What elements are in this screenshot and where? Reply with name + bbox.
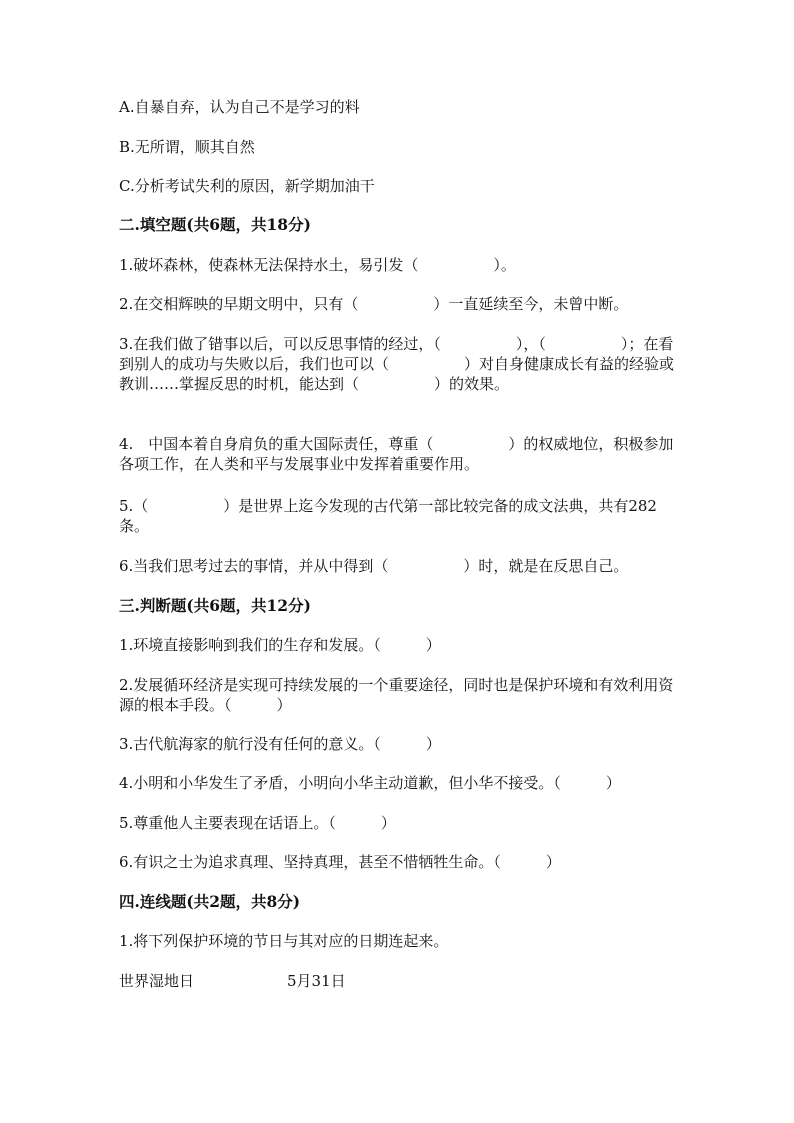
option-c: C.分析考试失利的原因，新学期加油干 bbox=[119, 177, 375, 195]
fill-question-4: 4. 中国本着自身肩负的重大国际责任，尊重（ ）的权威地位，积极参加各项工作，在人类和平与发展事业中发挥着重要作用。 bbox=[119, 435, 674, 473]
judge-question-2: 2.发展循环经济是实现可持续发展的一个重要途径，同时也是保护环境和有效利用资源的根本手段。（ ） bbox=[119, 676, 674, 714]
option-a: A.自暴自弃，认为自己不是学习的料 bbox=[119, 98, 360, 116]
fill-question-5: 5.（ ）是世界上迄今发现的古代第一部比较完备的成文法典，共有282条。 bbox=[119, 497, 657, 535]
judge-question-5: 5.尊重他人主要表现在话语上。（ ） bbox=[119, 814, 396, 832]
judge-question-4: 4.小明和小华发生了矛盾，小明向小华主动道歉，但小华不接受。（ ） bbox=[119, 774, 621, 792]
fill-question-2: 2.在交相辉映的早期文明中，只有（ ）一直延续至今，未曾中断。 bbox=[119, 295, 629, 313]
fill-question-1: 1.破坏森林，使森林无法保持水土，易引发（ ）。 bbox=[119, 256, 516, 274]
judge-question-1: 1.环境直接影响到我们的生存和发展。（ ） bbox=[119, 636, 441, 654]
fill-question-6: 6.当我们思考过去的事情，并从中得到（ ）时，就是在反思自己。 bbox=[119, 557, 629, 575]
option-b: B.无所谓，顺其自然 bbox=[119, 138, 255, 156]
matching-question-1: 1.将下列保护环境的节日与其对应的日期连起来。 bbox=[119, 932, 449, 950]
fill-question-3: 3.在我们做了错事以后，可以反思事情的经过，（ ），（ ）；在看到别人的成功与失败以后，我们也可以（ ）对自身健康成长有益的经验或教训……掌握反思的时机，能达到（ ）的效果。 bbox=[119, 335, 675, 393]
section-heading-judgement: 三.判断题(共6题，共12分) bbox=[119, 596, 311, 615]
section-heading-matching: 四.连线题(共2题，共8分) bbox=[119, 892, 301, 911]
matching-left-item: 世界湿地日 bbox=[119, 972, 195, 990]
judge-question-3: 3.古代航海家的航行没有任何的意义。（ ） bbox=[119, 735, 441, 753]
matching-right-item: 5月31日 bbox=[287, 972, 346, 990]
judge-question-6: 6.有识之士为追求真理、坚持真理，甚至不惜牺牲生命。（ ） bbox=[119, 853, 561, 871]
section-heading-fill-in: 二.填空题(共6题，共18分) bbox=[119, 215, 311, 234]
